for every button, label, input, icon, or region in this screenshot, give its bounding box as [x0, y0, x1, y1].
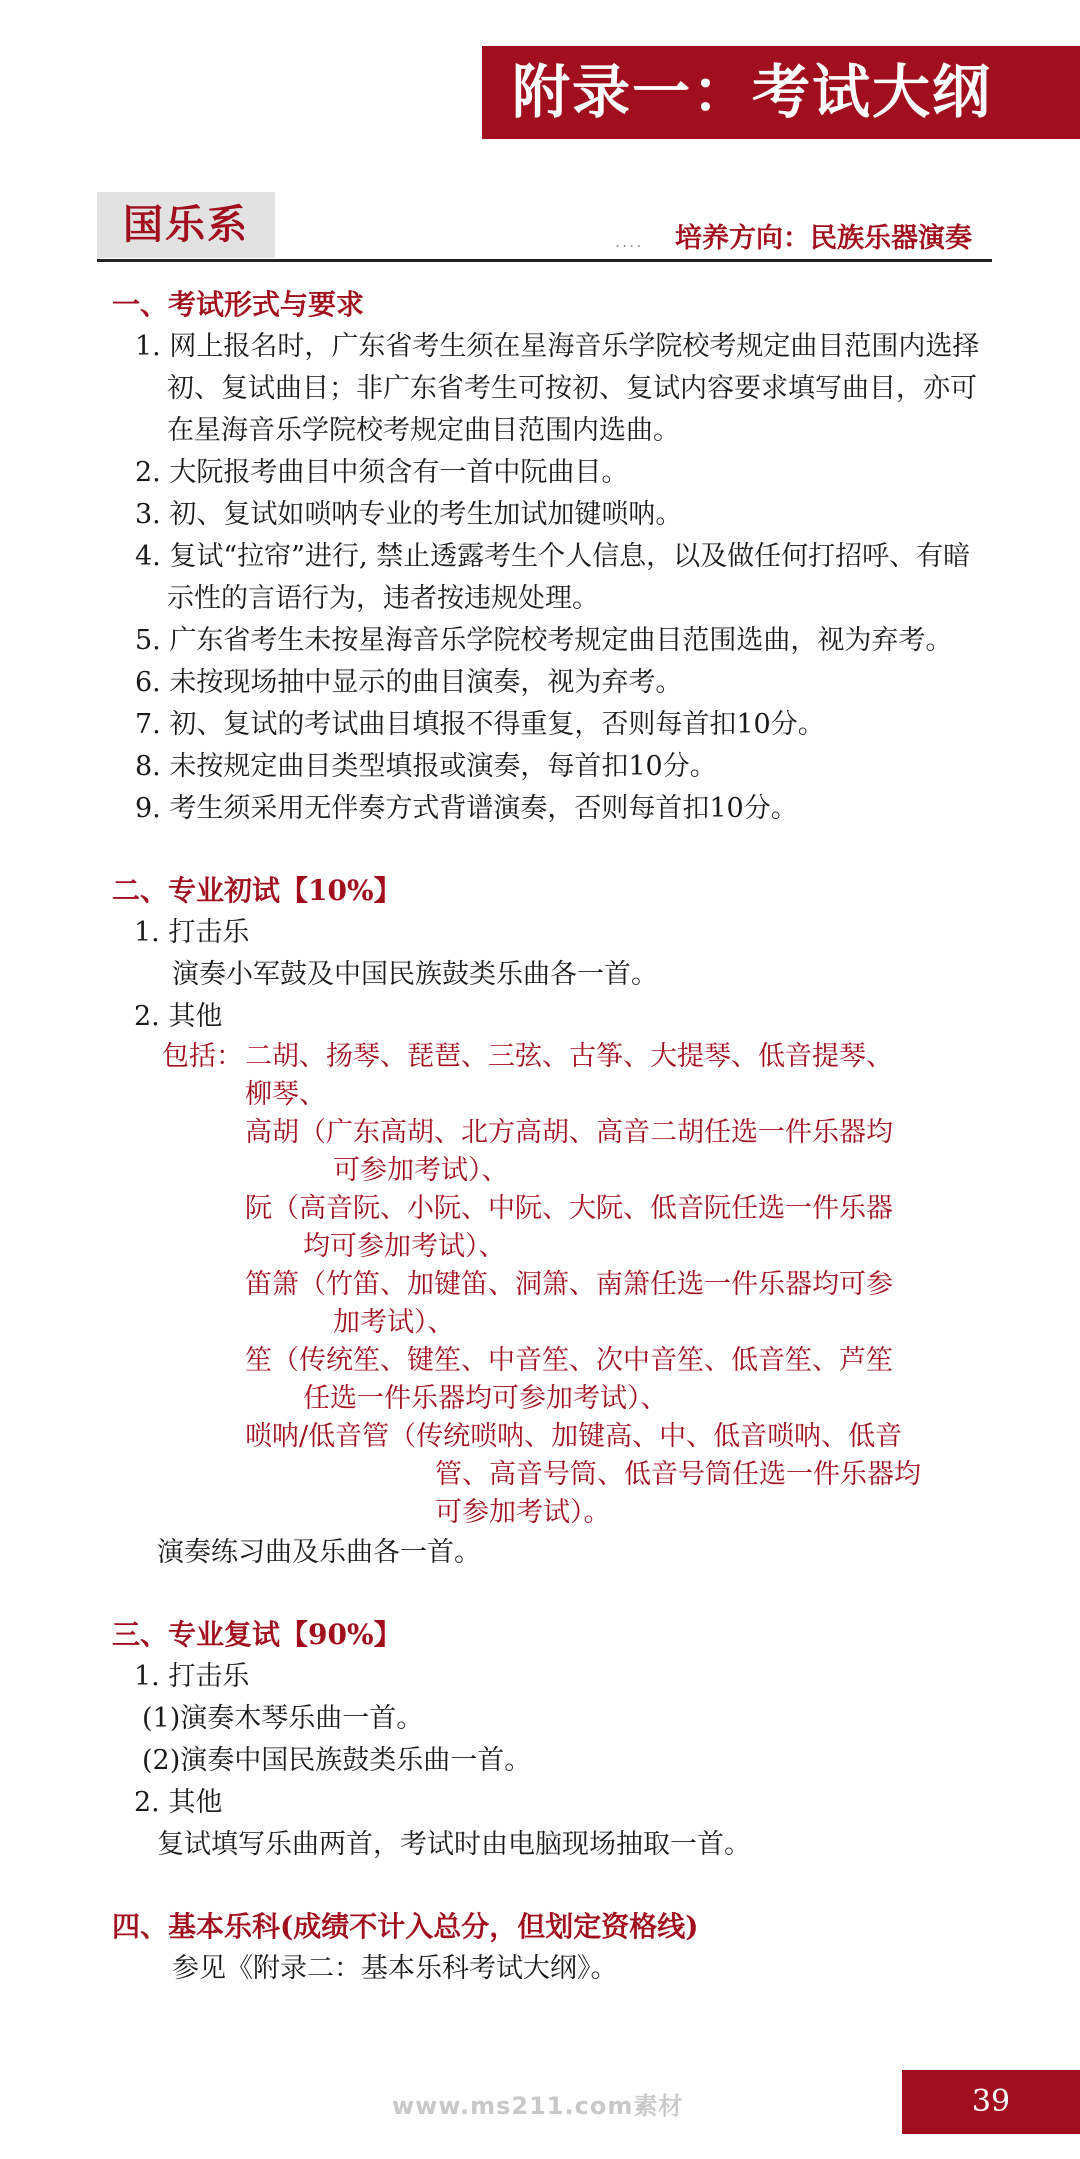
list-item: 8. 未按规定曲目类型填报或演奏，每首扣10分。: [135, 751, 717, 782]
instrument-line: 柳琴、: [245, 1079, 326, 1110]
list-item: 9. 考生须采用无伴奏方式背谱演奏，否则每首扣10分。: [135, 793, 798, 824]
section-title-exam-format: 一、考试形式与要求: [112, 288, 365, 321]
instrument-line: 加考试）、: [333, 1307, 455, 1338]
watermark: www.ms211.com素材: [392, 2092, 684, 2120]
included-instruments: [112, 1038, 992, 1532]
subheading-percussion: 1. 打击乐: [134, 1661, 250, 1692]
instrument-line: 可参加考试）。: [435, 1497, 611, 1528]
instrument-line: 笛箫（竹笛、加键笛、洞箫、南箫任选一件乐器均可参: [245, 1269, 893, 1300]
list-item: 6. 未按现场抽中显示的曲目演奏，视为弃考。: [135, 667, 683, 698]
department-tab: [97, 192, 275, 258]
percussion-requirement: 演奏小军鼓及中国民族鼓类乐曲各一首。: [172, 959, 658, 990]
instrument-line: 笙（传统笙、键笙、中音笙、次中音笙、低音笙、芦笙: [245, 1345, 893, 1376]
list-item: 7. 初、复试的考试曲目填报不得重复，否则每首扣10分。: [135, 709, 825, 740]
appendix-title-banner: [482, 46, 1080, 139]
page-number-box: [902, 2070, 1080, 2134]
instrument-line: 唢呐/低音管（传统唢呐、加键高、中、低音唢呐、低音: [245, 1421, 903, 1452]
instrument-line: 可参加考试）、: [333, 1155, 509, 1186]
instrument-line: 均可参加考试）、: [303, 1231, 506, 1262]
list-item: 5. 广东省考生未按星海音乐学院校考规定曲目范围选曲，视为弃考。: [135, 625, 953, 656]
percussion-item: (2)演奏中国民族鼓类乐曲一首。: [142, 1745, 532, 1776]
section-title-final: 三、专业复试【90%】: [112, 1618, 402, 1651]
section-title-basic-music: 四、基本乐科(成绩不计入总分，但划定资格线): [112, 1910, 699, 1943]
training-direction: 培养方向：民族乐器演奏: [675, 223, 972, 254]
instrument-line: 高胡（广东高胡、北方高胡、高音二胡任选一件乐器均: [245, 1117, 893, 1148]
header-divider: [97, 259, 992, 262]
page-number: 39: [971, 2084, 1011, 2119]
list-item: 3. 初、复试如唢呐专业的考生加试加键唢呐。: [135, 499, 683, 530]
syllabus-content: [112, 284, 992, 1990]
section-title-preliminary: 二、专业初试【10%】: [112, 874, 402, 907]
basic-music-reference: 参见《附录二：基本乐科考试大纲》。: [172, 1953, 618, 1984]
subheading-other: 2. 其他: [134, 1001, 223, 1032]
percussion-item: (1)演奏木琴乐曲一首。: [142, 1703, 424, 1734]
leader-dots: ....: [615, 232, 644, 251]
included-label: 包括：: [162, 1041, 243, 1072]
instrument-line: 任选一件乐器均可参加考试）、: [303, 1383, 668, 1414]
subheading-percussion: 1. 打击乐: [134, 917, 250, 948]
list-item: 1. 网上报名时，广东省考生须在星海音乐学院校考规定曲目范围内选择初、复试曲目；非广东省考生可按初、复试内容要求填写曲目，亦可在星海音乐学院校考规定曲目范围内选曲。: [135, 331, 980, 446]
list-item: 4. 复试“拉帘”进行, 禁止透露考生个人信息，以及做任何打招呼、有暗示性的言语行为，违者按违规处理。: [135, 541, 971, 614]
exam-requirements-list: [112, 326, 992, 830]
department-name: 国乐系: [123, 202, 249, 248]
instrument-line: 管、高音号筒、低音号筒任选一件乐器均: [435, 1459, 921, 1490]
other-requirement: 演奏练习曲及乐曲各一首。: [157, 1537, 481, 1568]
subheading-other: 2. 其他: [134, 1787, 223, 1818]
appendix-title: 附录一：考试大纲: [512, 58, 993, 126]
list-item: 2. 大阮报考曲目中须含有一首中阮曲目。: [135, 457, 629, 488]
other-requirement: 复试填写乐曲两首，考试时由电脑现场抽取一首。: [157, 1829, 751, 1860]
instrument-line: 阮（高音阮、小阮、中阮、大阮、低音阮任选一件乐器: [245, 1193, 893, 1224]
instrument-line: 二胡、扬琴、琵琶、三弦、古筝、大提琴、低音提琴、: [245, 1041, 893, 1072]
